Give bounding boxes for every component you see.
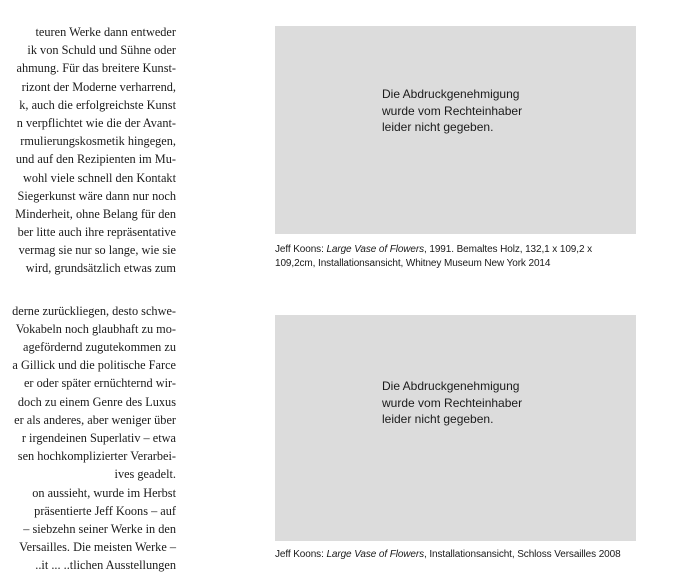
text-line: Siegerkunst wäre dann nur noch	[17, 188, 176, 203]
caption-details: 109,2cm, Installationsansicht, Whitney Museum New York 2014	[275, 257, 551, 269]
text-line: ber litte auch ihre repräsentative	[17, 225, 176, 240]
placeholder-line: wurde vom Rechteinhaber	[382, 103, 523, 118]
body-text-column	[0, 23, 176, 574]
text-line: on aussieht, wurde im Herbst	[32, 485, 176, 500]
text-line: Vokabeln noch glaubhaft zu mo-	[15, 321, 176, 336]
text-line: und auf den Rezipienten im Mu-	[15, 152, 176, 167]
text-line: derne zurückliegen, desto schwe-	[12, 303, 176, 318]
caption-prefix: Jeff Koons:	[275, 549, 327, 560]
paragraph-gap	[0, 278, 176, 302]
text-line: teuren Werke dann entweder	[35, 25, 176, 39]
text-line: n verpflichtet wie die der Avant-	[16, 115, 176, 130]
text-line: präsentierte Jeff Koons – auf	[34, 503, 176, 518]
caption-prefix: Jeff Koons:	[275, 244, 327, 255]
text-line: Minderheit, ohne Belang für den	[15, 206, 176, 221]
text-line: wohl viele schnell den Kontakt	[23, 170, 176, 185]
placeholder-notice	[382, 378, 522, 428]
caption-details: , Installationsansicht, Schloss Versailles 2008	[424, 549, 621, 560]
text-line: rizont der Moderne verharrend,	[21, 79, 176, 94]
caption-details: , 1991. Bemaltes Holz, 132,1 x 109,2 x	[424, 244, 592, 255]
figure-1	[275, 26, 636, 270]
text-line: a Gillick und die politische Farce	[12, 358, 176, 373]
text-line: wird, grundsätzlich etwas zum	[25, 261, 176, 276]
text-line: ahmung. Für das breitere Kunst-	[16, 61, 176, 76]
placeholder-notice	[382, 86, 522, 136]
text-line: agefördernd zugutekommen zu	[23, 340, 176, 354]
text-line: vermag sie nur so lange, wie sie	[18, 243, 176, 258]
image-placeholder	[275, 315, 636, 541]
placeholder-line: wurde vom Rechteinhaber	[382, 395, 523, 410]
text-line: ives geadelt.	[114, 467, 176, 482]
text-line: er als anderes, aber weniger über	[14, 412, 176, 427]
text-line: doch zu einem Genre des Luxus	[17, 394, 176, 409]
caption-title: Large Vase of Flowers	[326, 549, 425, 560]
figure-caption	[275, 243, 636, 270]
placeholder-line: Die Abdruckgenehmigung	[382, 379, 520, 393]
caption-title: Large Vase of Flowers	[326, 244, 425, 255]
placeholder-line: leider nicht gegeben.	[382, 412, 494, 426]
image-placeholder	[275, 26, 636, 234]
text-line: ik von Schuld und Sühne oder	[27, 43, 176, 58]
text-line: ..it ... ..tlichen Ausstellungen	[35, 558, 176, 573]
placeholder-line: Die Abdruckgenehmigung	[382, 87, 520, 101]
text-line: sen hochkomplizierter Verarbei-	[17, 449, 176, 464]
figure-2	[275, 315, 636, 562]
placeholder-line: leider nicht gegeben.	[382, 120, 494, 134]
text-line: – siebzehn seiner Werke in den	[23, 521, 176, 536]
figure-caption	[275, 548, 636, 562]
text-line: er oder später ernüchternd wir-	[23, 376, 176, 391]
text-line: rmulierungskosmetik hingegen,	[20, 134, 176, 149]
text-line: r irgendeinen Superlativ – etwa	[21, 430, 176, 445]
text-line: k, auch die erfolgreichste Kunst	[19, 97, 176, 112]
text-line: Versailles. Die meisten Werke –	[19, 540, 176, 555]
